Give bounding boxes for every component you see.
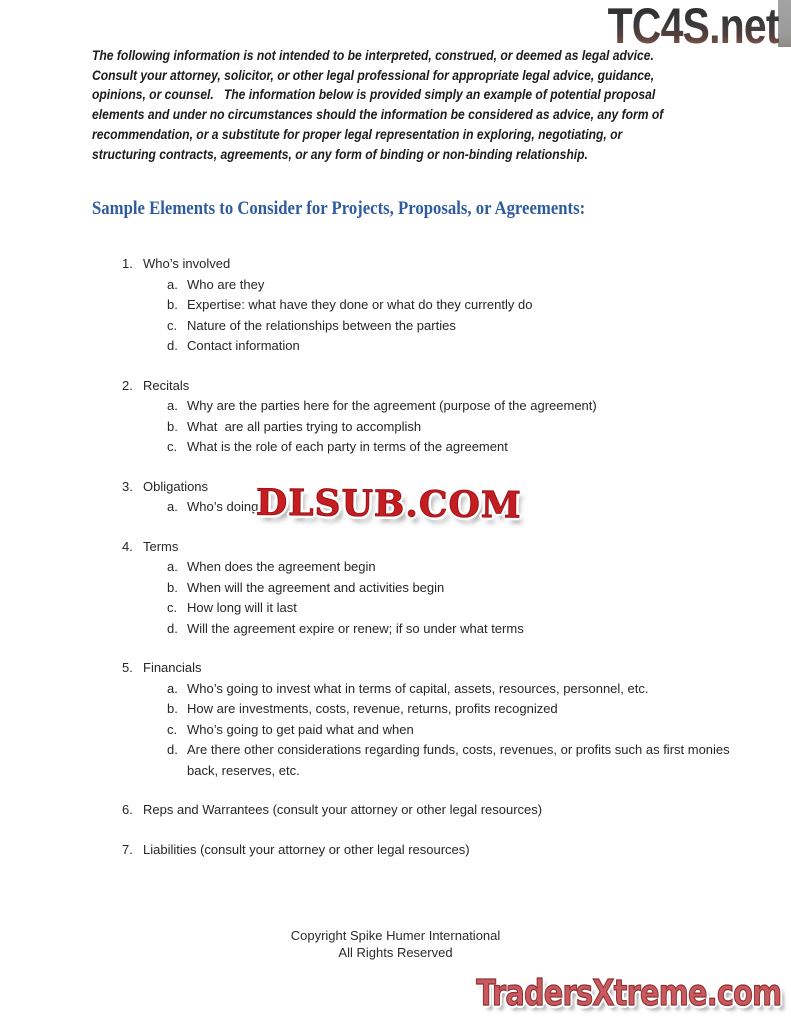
- list-item-title: Reps and Warrantees (consult your attorney or other legal resources): [143, 802, 543, 817]
- list-item-number: 4.: [122, 538, 133, 554]
- subitem-letter: c.: [167, 317, 178, 333]
- list-item-5: [122, 658, 732, 781]
- list-item-title: Financials: [143, 660, 202, 675]
- list-item-2: [122, 376, 732, 458]
- subitem-letter: b.: [167, 701, 178, 716]
- list-item-title: Who’s involved: [143, 256, 231, 271]
- list-item-title: Obligations: [143, 478, 209, 494]
- copyright-block: [0, 928, 791, 961]
- list-subitem-2c: [167, 437, 732, 458]
- scan-artifact-corner: [778, 0, 791, 47]
- subitem-letter: a.: [167, 559, 178, 574]
- list-item-number: 5.: [122, 660, 133, 675]
- disclaimer-line: opinions, or counsel. The information below is provided simply an example of potential proposal: [92, 86, 656, 103]
- subitem-letter: b.: [167, 579, 178, 595]
- list-subitem-2a: [167, 396, 732, 417]
- disclaimer-line: structuring contracts, agreements, or any form of binding or non-binding relationship.: [92, 145, 588, 162]
- subitem-letter: c.: [167, 721, 178, 737]
- list-item-number: 7.: [122, 841, 133, 857]
- list-subitem-2b: [167, 417, 732, 438]
- subitem-text: Are there other considerations regarding funds, costs, revenues, or profits such as first monies back, reserves, etc.: [187, 742, 734, 778]
- list-item-title: Terms: [143, 538, 179, 554]
- list-subitem-5a: [167, 679, 732, 700]
- subitem-letter: b.: [167, 297, 178, 312]
- disclaimer-line: recommendation, or a substitute for proper legal representation in exploring, negotiating, or: [92, 125, 623, 142]
- list-item-4: [122, 537, 732, 640]
- list-subitem-1c: [167, 316, 732, 337]
- list-item-number: 6.: [122, 802, 133, 817]
- list-item-head: [122, 658, 732, 679]
- disclaimer-line: Consult your attorney, solicitor, or other legal professional for appropriate legal advice, guidance,: [92, 66, 655, 83]
- subitem-text: Who’s going to get paid what and when: [187, 721, 414, 737]
- subitem-text: What is the role of each party in terms of the agreement: [187, 439, 508, 454]
- subitem-text: When will the agreement and activities begin: [187, 579, 445, 595]
- list-subitem-5b: [167, 699, 732, 720]
- subitem-text: Who’s going to invest what in terms of capital, assets, resources, personnel, etc.: [187, 680, 649, 696]
- subitem-letter: a.: [167, 276, 178, 292]
- list-subitem-1d: [167, 336, 732, 357]
- list-subitem-4d: [167, 619, 732, 640]
- list-item-number: 3.: [122, 478, 133, 494]
- subitem-letter: a.: [167, 680, 178, 696]
- copyright-line: Copyright Spike Humer International: [290, 928, 501, 943]
- list-item-number: 1.: [122, 256, 133, 271]
- list-item-head: [122, 254, 732, 275]
- subitem-text: Nature of the relationships between the parties: [187, 317, 456, 333]
- list-item-head: [122, 376, 732, 397]
- list-subitem-4a: [167, 557, 732, 578]
- list-item-head: [122, 840, 732, 861]
- subitem-letter: a.: [167, 499, 178, 514]
- list-item-head: [122, 537, 732, 558]
- subitem-letter: d.: [167, 742, 178, 757]
- list-subitem-1a: [167, 275, 732, 296]
- list-subitem-1b: [167, 295, 732, 316]
- list-subitem-5c: [167, 720, 732, 741]
- list-item-6: [122, 800, 732, 821]
- subitem-text: How long will it last: [187, 600, 297, 615]
- list-item-head: [122, 800, 732, 821]
- list-item-1: [122, 254, 732, 357]
- subitem-letter: c.: [167, 439, 178, 454]
- subitem-text: What are all parties trying to accomplish: [187, 418, 422, 434]
- subitem-text: When does the agreement begin: [187, 559, 376, 574]
- subitem-letter: b.: [167, 418, 178, 434]
- list-item-7: [122, 840, 732, 861]
- subitem-text: Will the agreement expire or renew; if so under what terms: [187, 620, 524, 636]
- tradersxtreme-logo: TradersXtreme.com: [475, 973, 781, 1014]
- subitem-letter: c.: [167, 600, 178, 615]
- rights-line: All Rights Reserved: [338, 944, 453, 960]
- disclaimer-line: elements and under no circumstances should the information be considered as advice, any form of: [92, 106, 664, 123]
- subitem-text: Who are they: [187, 276, 265, 292]
- dlsub-watermark: DLSUB.COM: [255, 481, 522, 527]
- list-item-number: 2.: [122, 377, 133, 393]
- subitem-letter: a.: [167, 398, 178, 413]
- subitem-text: Why are the parties here for the agreement (purpose of the agreement): [187, 398, 597, 413]
- subitem-text: How are investments, costs, revenue, returns, profits recognized: [187, 701, 558, 716]
- subitem-text: Expertise: what have they done or what do they currently do: [187, 297, 533, 312]
- disclaimer-line: The following information is not intended to be interpreted, construed, or deemed as legal advice.: [92, 47, 654, 63]
- page-title: Sample Elements to Consider for Projects, Proposals, or Agreements:: [92, 198, 586, 219]
- list-subitem-5d: [167, 740, 732, 781]
- outline-list: [122, 254, 732, 879]
- tc4s-logo: TC4S.net: [607, 0, 779, 54]
- subitem-letter: d.: [167, 338, 178, 353]
- subitem-text: Contact information: [187, 338, 300, 353]
- subitem-text: Who’s doing: [187, 499, 259, 514]
- list-subitem-4c: [167, 598, 732, 619]
- legal-disclaimer: [92, 46, 663, 164]
- list-item-title: Recitals: [143, 377, 190, 393]
- list-subitem-4b: [167, 578, 732, 599]
- list-item-title: Liabilities (consult your attorney or other legal resources): [143, 841, 470, 857]
- subitem-letter: d.: [167, 620, 178, 636]
